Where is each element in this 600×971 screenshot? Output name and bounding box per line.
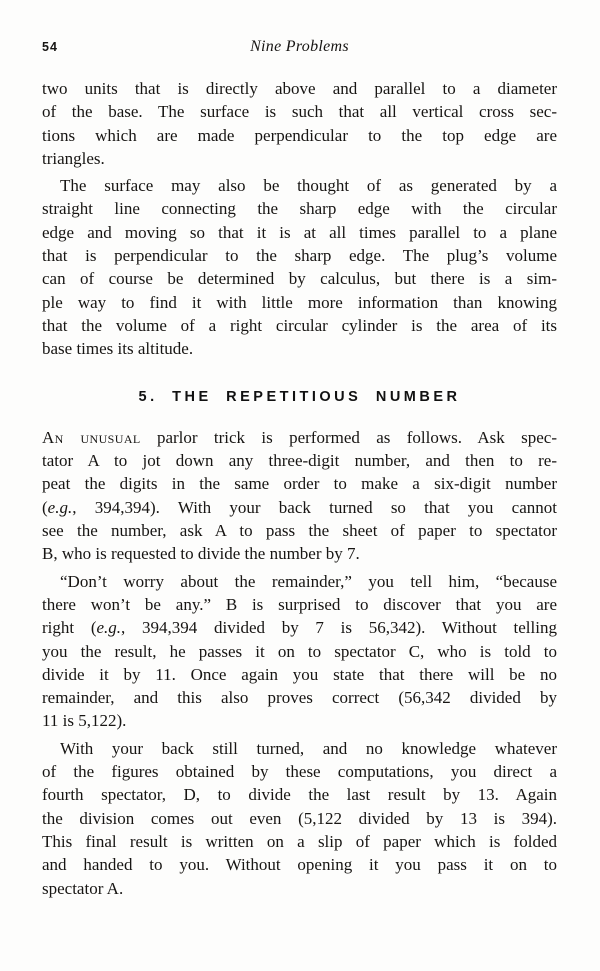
- paragraph: [42, 174, 557, 360]
- text-run: you the result, he passes it on to spectator C, who is told to: [42, 641, 557, 661]
- text-line: [42, 426, 557, 449]
- text-run: This final result is written on a slip of paper which is folded: [42, 831, 557, 851]
- section-heading: 5. THE REPETITIOUS NUMBER: [138, 388, 461, 405]
- text-line: [42, 830, 557, 853]
- text-run: there won’t be any.” B is surprised to discover that you are: [42, 594, 557, 614]
- text-run: “Don’t worry about the remainder,” you tell him, “because: [60, 571, 557, 591]
- text-run: remainder, and this also proves correct (56,342 divided by: [42, 688, 557, 708]
- text-run: fourth spectator, D, to divide the last result by 13. Again: [42, 785, 557, 805]
- text-line: [42, 570, 557, 593]
- text-line: [42, 760, 557, 783]
- text-run: parlor trick is performed as follows. Ask spec-: [140, 427, 557, 447]
- text-line: [42, 472, 557, 495]
- text-line: [42, 244, 557, 267]
- text-line: [42, 291, 557, 314]
- body-text: [42, 77, 557, 900]
- text-run: right (: [42, 618, 97, 638]
- text-run: see the number, ask A to pass the sheet of paper to spectator: [42, 521, 557, 541]
- text-line: [42, 314, 557, 337]
- text-line: [42, 737, 557, 760]
- text-run: that is perpendicular to the sharp edge. The plug’s volume: [42, 246, 557, 266]
- text-line: [42, 807, 557, 830]
- text-run: divide it by 11. Once again you state that there will be no: [42, 664, 557, 684]
- text-line: [42, 519, 557, 542]
- text-run: can of course be determined by calculus, but there is a sim-: [42, 269, 557, 289]
- text-line: [42, 147, 557, 170]
- text-run: , 394,394). With your back turned so that you cannot: [72, 497, 557, 517]
- text-line: [42, 877, 557, 900]
- text-line: [42, 640, 557, 663]
- text-line: [42, 124, 557, 147]
- text-line: [42, 709, 557, 732]
- paragraph: [42, 77, 557, 170]
- text-run: peat the digits in the same order to make a six-digit number: [42, 474, 557, 494]
- text-run: B, who is requested to divide the number by 7.: [42, 544, 360, 564]
- page-header: [42, 38, 557, 57]
- text-line: [42, 221, 557, 244]
- text-run: of the base. The surface is such that all vertical cross sec-: [42, 102, 557, 122]
- paragraph: [42, 570, 557, 733]
- text-run: edge and moving so that it is at all times parallel to a plane: [42, 222, 557, 242]
- text-line: [42, 337, 557, 360]
- text-line: [42, 542, 557, 565]
- text-run: triangles.: [42, 148, 105, 168]
- paragraph: [42, 737, 557, 900]
- text-run: spectator A.: [42, 878, 124, 898]
- text-run: (: [42, 497, 48, 517]
- text-run: straight line connecting the sharp edge with the circular: [42, 199, 557, 219]
- text-run: of the figures obtained by these computations, you direct a: [42, 762, 557, 782]
- text-line: [42, 496, 557, 519]
- text-run: the division comes out even (5,122 divided by 13 is 394).: [42, 808, 557, 828]
- text-run: e.g.: [47, 497, 73, 517]
- text-line: [42, 686, 557, 709]
- text-line: [42, 267, 557, 290]
- text-run: and handed to you. Without opening it you pass it on to: [42, 855, 557, 875]
- text-run: With your back still turned, and no knowledge whatever: [60, 738, 557, 758]
- paragraph: [42, 426, 557, 566]
- text-run: The surface may also be thought of as generated by a: [60, 176, 557, 196]
- text-line: [42, 197, 557, 220]
- text-line: [42, 853, 557, 876]
- text-line: [42, 663, 557, 686]
- text-run: two units that is directly above and parallel to a diameter: [42, 79, 557, 98]
- text-run: An unusual: [42, 427, 141, 447]
- text-line: [42, 783, 557, 806]
- text-run: tions which are made perpendicular to the top edge are: [42, 125, 557, 145]
- text-line: [42, 616, 557, 639]
- text-run: , 394,394 divided by 7 is 56,342). Without telling: [121, 618, 557, 638]
- text-run: base times its altitude.: [42, 339, 194, 359]
- text-run: tator A to jot down any three-digit number, and then to re-: [42, 451, 557, 471]
- text-line: [42, 593, 557, 616]
- text-run: ple way to find it with little more information than knowing: [42, 292, 557, 312]
- text-line: [42, 174, 557, 197]
- page-number: 54: [42, 40, 58, 54]
- running-head: Nine Problems: [250, 38, 349, 55]
- text-run: 11 is 5,122).: [42, 711, 127, 731]
- text-line: [42, 449, 557, 472]
- text-line: [42, 100, 557, 123]
- text-line: [42, 77, 557, 100]
- text-run: that the volume of a right circular cylinder is the area of its: [42, 315, 557, 335]
- text-run: e.g.: [96, 618, 122, 638]
